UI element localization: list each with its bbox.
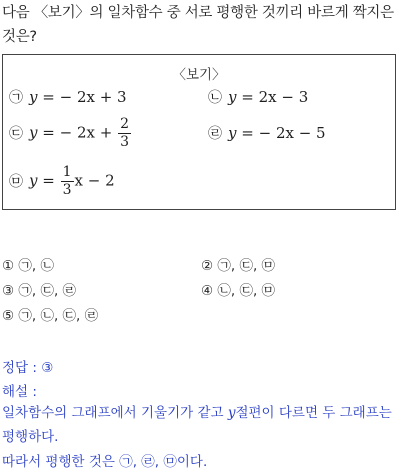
solution-variable: y (227, 405, 236, 421)
equation-2: ㉡ y = 2x − 3 (208, 88, 309, 106)
choice-2[interactable]: ② ㉠, ㉢, ㉤ (201, 258, 276, 274)
solution-text: 일차함수의 그래프에서 기울기가 같고 y절편이 다르면 두 그래프는 평행하다. (2, 405, 392, 445)
solution-conclusion: 따라서 평행한 것은 ㉠, ㉣, ㉤이다. (2, 454, 208, 470)
equation-1: ㉠ y = − 2x + 3 (9, 88, 127, 106)
choice-1[interactable]: ① ㉠, ㉡ (2, 258, 54, 274)
solution-label: 해설 : (2, 384, 37, 400)
example-box-title: 〈보기〉 (172, 67, 226, 83)
choice-4[interactable]: ④ ㉡, ㉢, ㉤ (201, 283, 276, 299)
fraction-1-3: $\frac{1}{3}$ (62, 164, 72, 198)
choice-5[interactable]: ⑤ ㉠, ㉡, ㉢, ㉣ (2, 308, 99, 324)
answer-text: 정답 : ③ (2, 360, 54, 376)
mark-5: ㉤ (9, 173, 23, 190)
question-text: 다음 〈보기〉의 일차함수 중 서로 평행한 것끼리 바르게 짝지은 것은? (2, 5, 394, 45)
equation-3: ㉢ y = − 2x + $\frac{2}{3}$ (9, 116, 129, 150)
mark-1: ㉠ (9, 90, 23, 106)
equation-4: ㉣ y = − 2x − 5 (208, 124, 326, 142)
equation-5: ㉤ y = $\frac{1}{3}$ x − 2 (9, 164, 115, 198)
example-box (2, 54, 396, 210)
fraction-2-3: $\frac{2}{3}$ (120, 116, 129, 150)
mark-4: ㉣ (208, 126, 222, 142)
mark-2: ㉡ (208, 90, 222, 106)
mark-3: ㉢ (9, 125, 23, 142)
choice-3[interactable]: ③ ㉠, ㉢, ㉣ (2, 283, 77, 299)
